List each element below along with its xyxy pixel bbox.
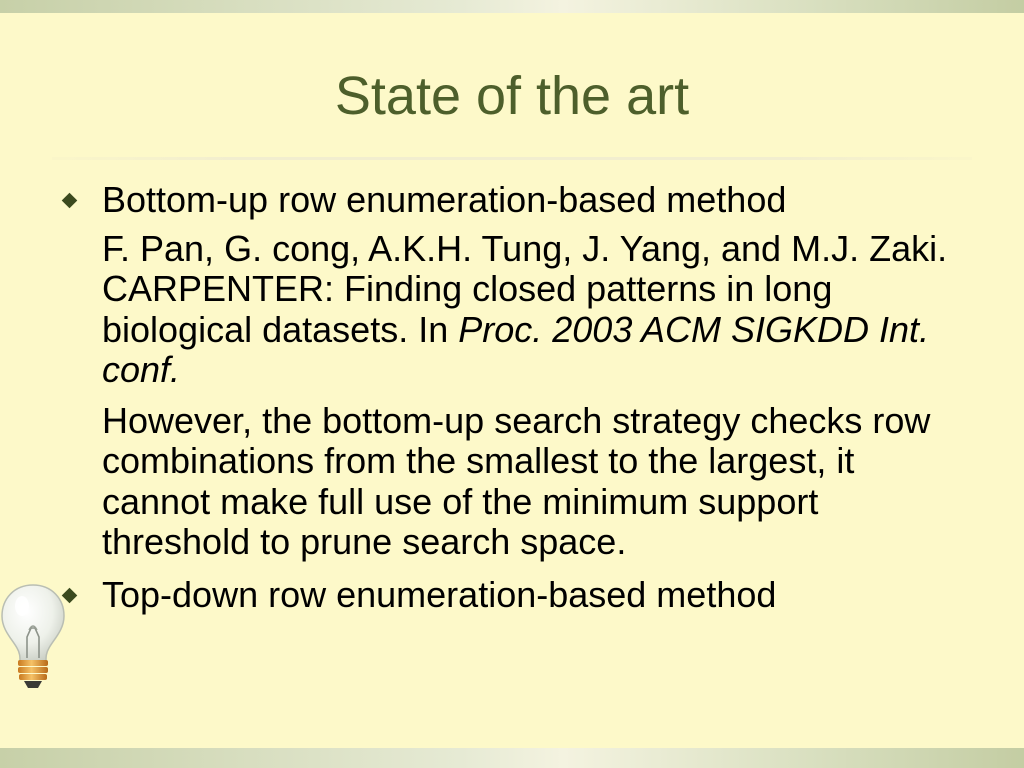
- bullet-item-bottom-up: [60, 180, 970, 221]
- title-divider: [52, 157, 972, 160]
- lightbulb-icon: [0, 582, 70, 690]
- bullet-label-bottom-up: Bottom-up row enumeration-based method: [102, 179, 787, 220]
- diamond-bullet-icon: [62, 193, 78, 209]
- top-decorative-band: [0, 0, 1024, 13]
- bottom-decorative-band: [0, 748, 1024, 768]
- bullet-item-top-down: [60, 575, 970, 616]
- citation-text: F. Pan, G. cong, A.K.H. Tung, J. Yang, and M.J. Zaki. CARPENTER: Finding closed patterns in long biological datasets. In: [102, 227, 948, 350]
- slide-title: State of the art: [334, 66, 690, 126]
- limitation-paragraph: However, the bottom-up search strategy checks row combinations from the smallest to the largest, it cannot make full use of the minimum support threshold to prune search space.: [102, 399, 931, 562]
- slide-body: [60, 180, 970, 615]
- bullet-label-top-down: Top-down row enumeration-based method: [102, 573, 777, 615]
- citation-venue: Proc. 2003 ACM SIGKDD Int. conf.: [102, 308, 930, 390]
- citation-paragraph: [60, 229, 970, 391]
